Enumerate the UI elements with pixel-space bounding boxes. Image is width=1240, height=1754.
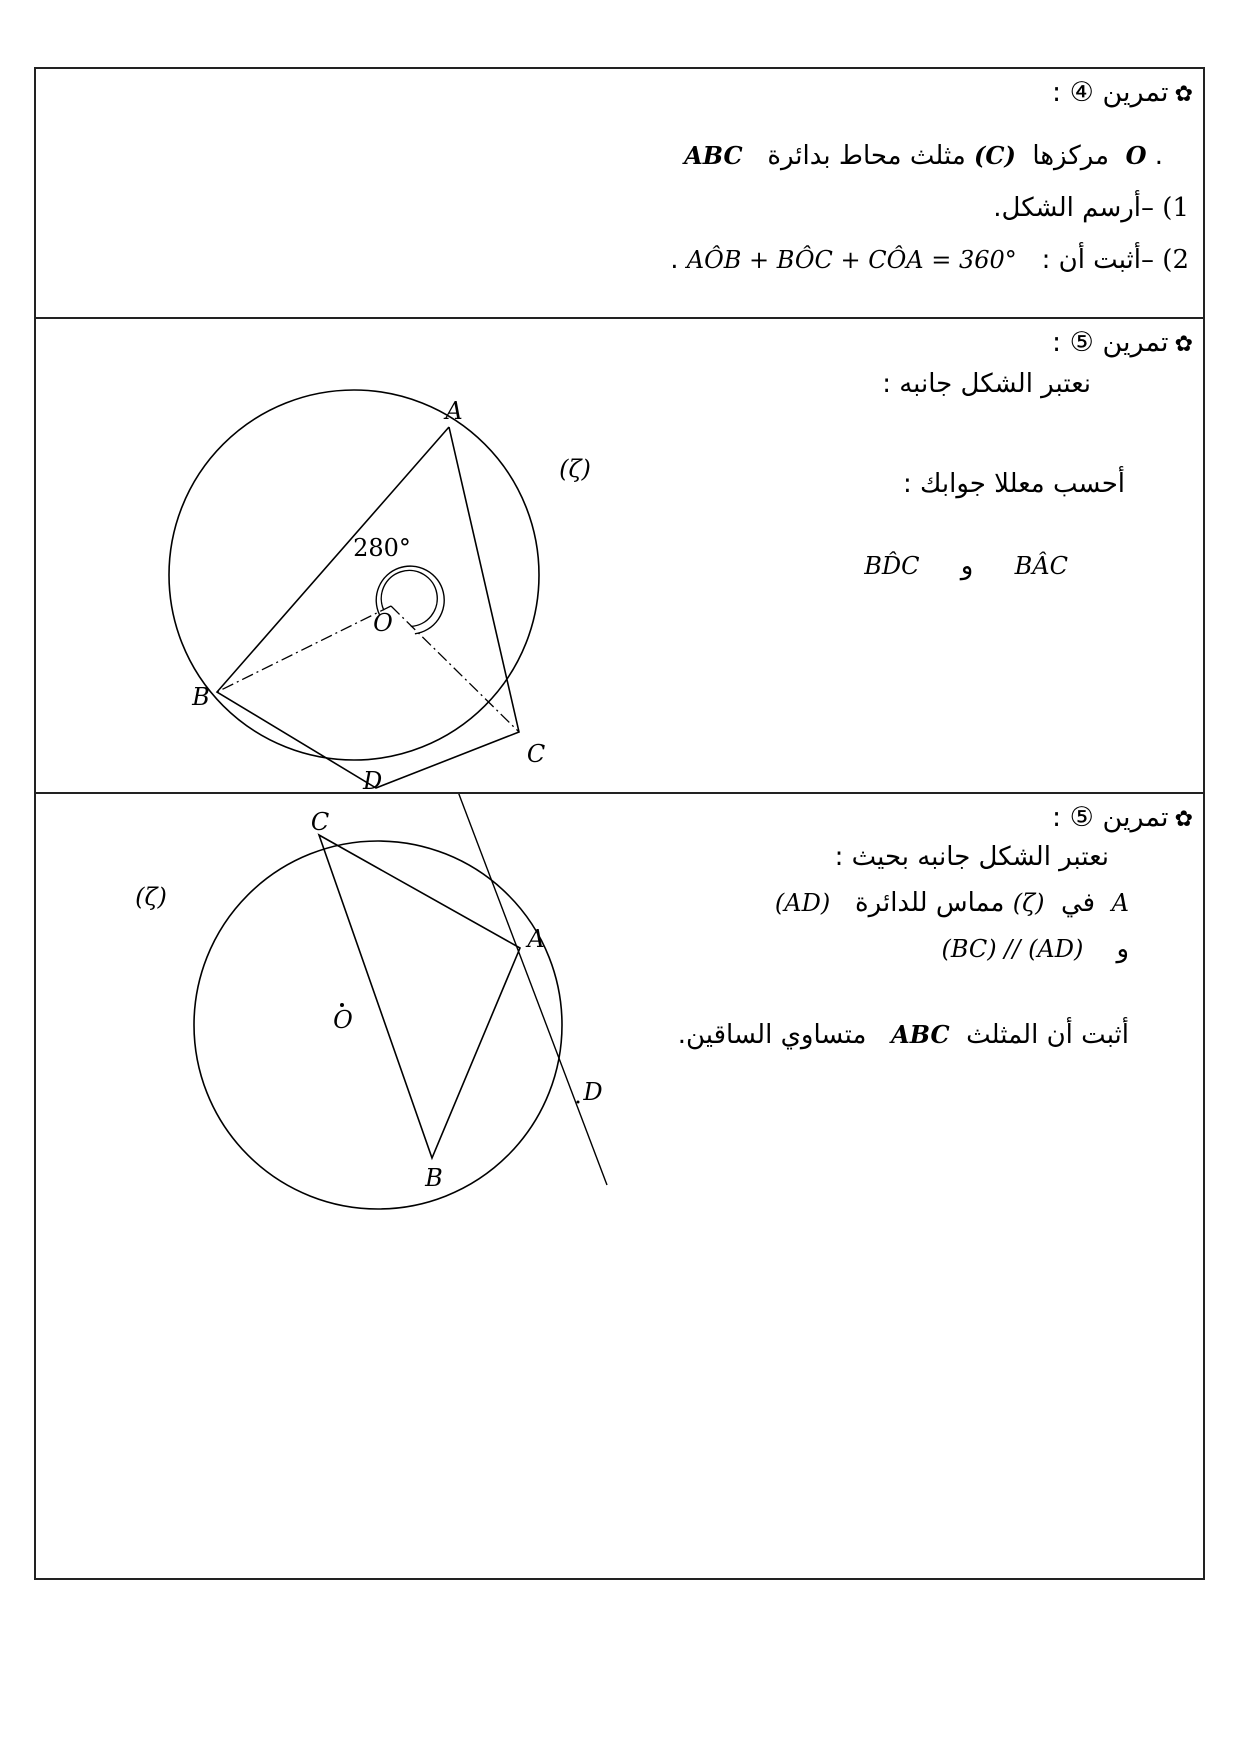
exercise-5a-angles: BD̂C و BÂC [864,551,1068,581]
segment-OB [217,606,391,692]
segment-OC [391,606,519,732]
point-D [577,1101,580,1104]
exercise-5b-prove: أثبت أن المثلث ABC متساوي الساقين. [677,1020,1129,1050]
exercise-5b [36,794,1203,1580]
triangle-ABC [319,835,520,1158]
exercise-5a-title: ✿تمرين ⑤ : [1052,327,1193,358]
exercise-5b-intro: نعتبر الشكل جانبه بحيث : [834,842,1109,872]
point-label-B: B [425,1164,443,1192]
exercise-4-title: ✿تمرين ④ : [1052,77,1193,108]
point-label-A: A [445,397,463,425]
point-label-O: O [373,609,393,637]
worksheet-frame [34,67,1205,1580]
circle-zeta [194,841,562,1209]
point-label-C: C [310,808,330,836]
point-label-O: O [333,1006,353,1034]
exercise-5a-ask: أحسب معللا جوابك : [902,469,1125,499]
exercise-4-statement: ABC مثلث محاط بدائرة (C) مركزها O . [684,141,1163,171]
figure-tangent-isosceles [36,794,1207,1580]
point-label-C: C [526,740,546,768]
point-label-A: A [527,925,545,953]
exercise-4-question-1: 1) –أرسم الشكل. [993,193,1189,223]
flower-icon: ✿ [1174,332,1193,357]
exercise-5b-condition-1: (AD) مماس للدائرة (ζ) في A [774,888,1129,918]
flower-icon: ✿ [1174,82,1193,107]
point-label-D: D [583,1078,603,1106]
point-label-B: B [192,683,210,711]
point-label-D-text: D [363,767,383,795]
exercise-4-question-2: 2) –أثبت أن : AÔB + BÔC + CÔA = 360° . [670,245,1189,275]
exercise-5b-condition-2: و (BC) // (AD) [941,934,1129,964]
exercise-5b-title: ✿تمرين ⑤ : [1052,802,1193,833]
quadrilateral-ABDC [217,427,519,788]
figure-inscribed-quadrilateral [36,319,1207,794]
angle-sum-equation: AÔB + BÔC + CÔA = 360° [686,246,1017,274]
exercise-5a-intro: نعتبر الشكل جانبه : [882,369,1091,399]
exercise-5a [36,319,1203,794]
flower-icon: ✿ [1174,807,1193,832]
circle-label: (ζ) [559,455,591,483]
circle-label: (ζ) [135,883,167,911]
angle-label-280: 280° [353,534,411,562]
exercise-4 [36,69,1203,319]
